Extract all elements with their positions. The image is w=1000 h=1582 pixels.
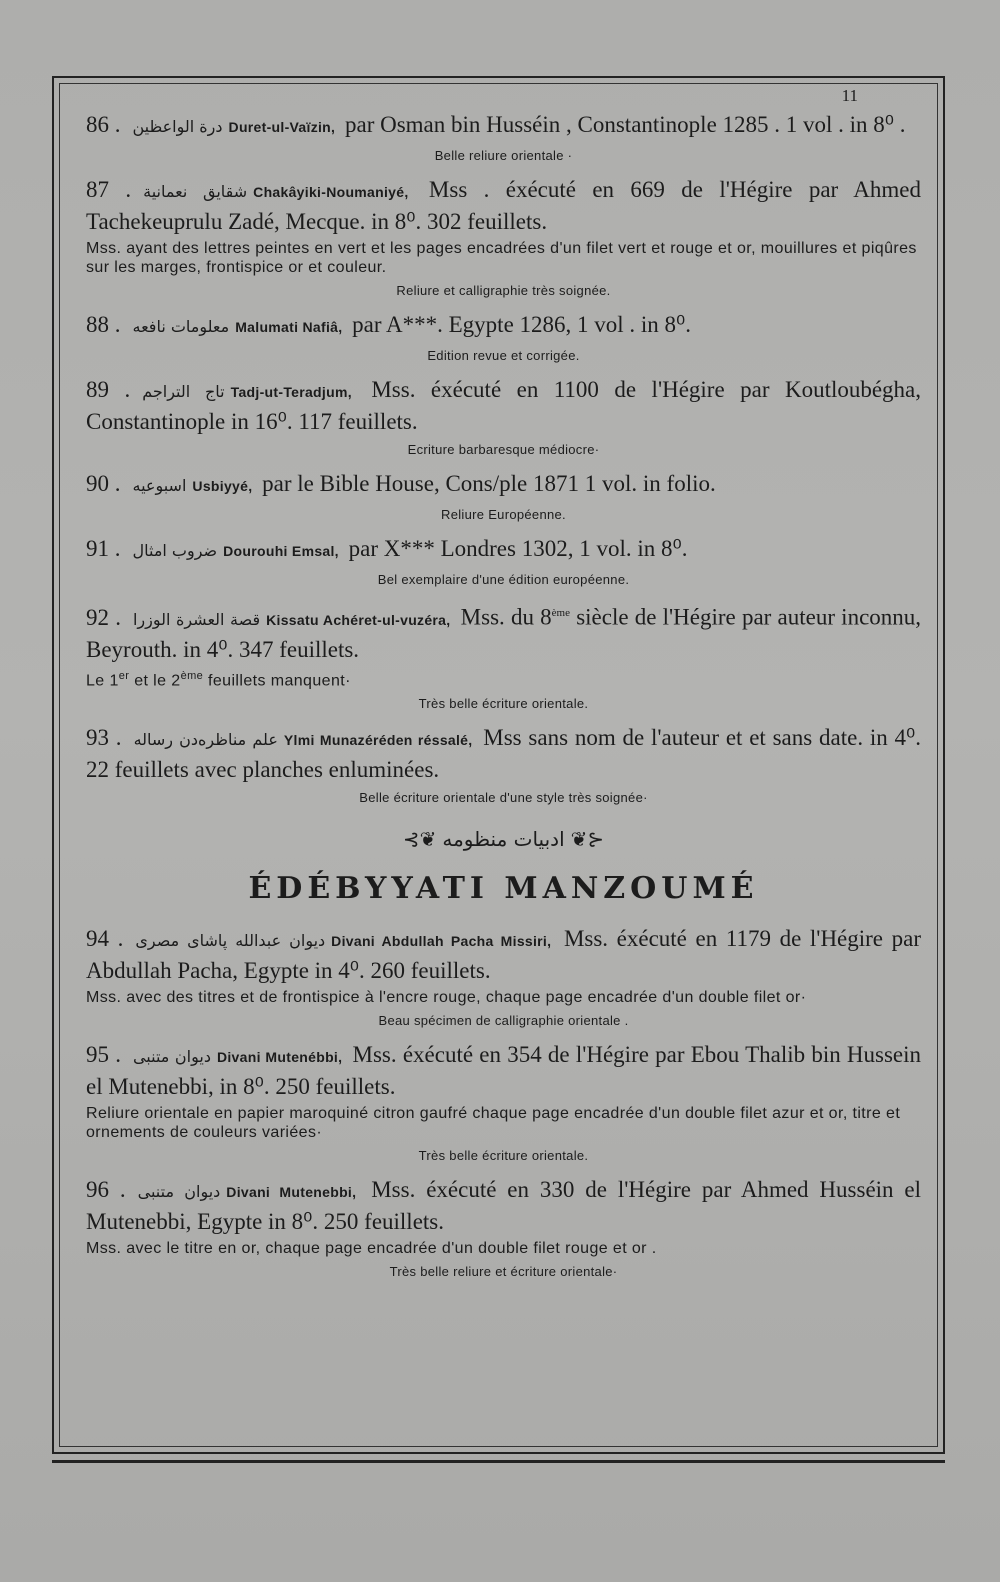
transliterated-title: Divani Abdullah Pacha Missiri, [331,932,552,949]
entry-text [86,375,921,436]
entry-text [86,1040,921,1101]
entry-text [86,110,921,142]
entry-93-text [86,723,921,784]
entry-note: Ecriture barbaresque médiocre· [407,442,600,457]
entry-text [86,924,921,985]
entry-body: par Osman bin Husséin , Constantinople 1285 . 1 vol . in 8⁰ . [344,112,906,137]
entry-number: 86 . [86,112,121,137]
entry-note: Belle reliure orientale · [434,148,573,163]
arabic-title: ديوان متنبى [132,1046,211,1066]
arabic-title: تاج التراجم [142,382,225,401]
catalog-entry [86,175,921,298]
entry-body: par A***. Egypte 1286, 1 vol . in 8⁰. [352,312,692,337]
entry-body: Mss sans nom de l'auteur et et sans date. in 4⁰. 22 feuillets avec planches enluminées. [86,724,922,782]
desc-part: Le 1 [86,671,119,689]
page-number: 11 [841,86,858,105]
entry-description: Mss. avec des titres et de frontispice à l'encre rouge, chaque page encadrée d'un double filet or· [86,988,807,1006]
catalog-entry-93 [86,723,921,805]
transliterated-title: Dourouhi Emsal, [223,543,339,559]
entry-text [86,175,921,236]
entry-text [86,469,921,501]
entries-group-a [86,110,921,587]
desc-part: et le 2 [129,671,181,689]
section-arabic-text: ادبيات منظومه [442,826,565,851]
entries-group-b [86,924,921,1279]
entry-number: 93 . [86,724,122,750]
transliterated-title: Malumati Nafiâ, [235,319,343,335]
transliterated-title: Tadj-ut-Teradjum, [230,384,352,400]
entry-92-note: Très belle écriture orientale. [418,695,589,711]
entry-note: Très belle écriture orientale. [418,1147,589,1163]
transliterated-title: Usbiyyé, [192,478,253,494]
catalog-entry [86,1040,921,1163]
entry-body: Mss. éxécuté en 1100 de l'Hégire par Koutloubégha, Constantinople in 16⁰. 117 feuillets. [86,377,922,434]
arabic-title: قصة العشرة الوزرا [132,609,261,629]
transliterated-title: Duret-ul-Vaïzin, [228,119,336,135]
bottom-rule [52,1460,945,1463]
entry-number: 88 . [86,312,121,337]
transliterated-title: Divani Mutenebbi, [226,1183,357,1200]
entry-description: Mss. ayant des lettres peintes en vert et les pages encadrées d'un filet vert et rouge et or, mouillures et piqûres sur les marges, frontispice or et couleur. [86,240,917,276]
entry-note: Reliure Européenne. [441,507,566,522]
entry-number: 91 . [86,536,121,561]
entry-note: Edition revue et corrigée. [427,348,580,363]
entry-body-end: siècle de l'Hégire par auteur inconnu, Beyrouth. in 4⁰. 347 feuillets. [86,604,922,662]
arabic-title: معلومات نافعه [132,317,230,336]
arabic-title: درة الواعظين [132,117,223,136]
entry-body: Mss. éxécuté en 354 de l'Hégire par Ebou Thalib bin Hussein el Mutenebbi, in 8⁰. 250 feuillets. [86,1041,922,1099]
entry-text [86,534,921,566]
entry-number: 95 . [86,1041,121,1067]
catalog-entry [86,375,921,457]
superscript: ème [180,669,204,682]
entry-note: Bel exemplaire d'une édition européenne. [377,572,630,587]
catalog-entry [86,924,921,1028]
entry-number: 89 . [86,377,131,402]
catalog-entry-92 [86,599,921,711]
entry-note: Beau spécimen de calligraphie orientale . [378,1012,629,1028]
entry-note: Très belle reliure et écriture orientale· [389,1263,618,1279]
entry-number: 94 . [86,925,124,951]
section-title: ÉDÉBYYATI MANZOUMÉ [248,870,759,906]
arabic-title: شقايق نعمانية [143,182,248,201]
entry-92-text [86,599,921,664]
transliterated-title: Chakâyiki-Noumaniyé, [253,184,409,200]
entry-body: Mss . éxécuté en 669 de l'Hégire par Ahmed Tachekeuprulu Zadé, Mecque. in 8⁰. 302 feuillets. [86,177,922,234]
transliterated-title: Kissatu Achéret-ul-vuzéra, [266,611,451,628]
entry-body: par X*** Londres 1302, 1 vol. in 8⁰. [348,536,688,561]
entry-text [86,310,921,342]
entry-number: 90 . [86,471,121,496]
catalog-entry [86,110,921,163]
entry-92-description [86,667,921,690]
arabic-title: ضروب امثال [132,541,218,560]
entry-description: Mss. avec le titre en or, chaque page encadrée d'un double filet rouge et or . [86,1239,657,1257]
entry-number: 87 . [86,177,132,202]
transliterated-title: Ylmi Munazéréden réssalé, [283,731,473,748]
page-content [86,86,921,1291]
catalog-entry [86,469,921,522]
entry-number: 96 . [86,1176,126,1202]
arabic-title: علم مناظرەدن رساله [133,729,278,749]
entry-note: Reliure et calligraphie très soignée. [396,283,611,298]
entry-description: Reliure orientale en papier maroquiné citron gaufré chaque page encadrée d'un double filet azur et or, titre et ornements de couleurs variées· [86,1104,901,1141]
ornament-right-icon: ❦⊱ [570,826,605,851]
catalog-entry [86,310,921,363]
entry-body-start: Mss. du 8 [460,604,552,630]
catalog-entry [86,534,921,587]
arabic-title: ديوان عبدالله پاشاى مصرى [135,930,326,950]
superscript: er [118,669,130,682]
section-heading-arabic [86,827,921,851]
entry-93-note: Belle écriture orientale d'une style très soignée· [359,789,648,805]
desc-part: feuillets manquent· [203,671,351,689]
ornament-left-icon: ⊰❦ [402,826,437,851]
entry-body: Mss. éxécuté en 330 de l'Hégire par Ahmed Husséin el Mutenebbi, Egypte in 8⁰. 250 feuillets. [86,1176,922,1234]
superscript: ème [551,607,570,619]
entry-number: 92 . [86,604,121,630]
arabic-title: ديوان متنبى [137,1181,221,1201]
arabic-title: اسبوعيه [132,476,187,495]
catalog-entry [86,1175,921,1279]
transliterated-title: Divani Mutenébbi, [216,1048,343,1065]
entry-body: par le Bible House, Cons/ple 1871 1 vol. in folio. [262,471,716,496]
entry-text [86,1175,921,1236]
entry-body: Mss. éxécuté en 1179 de l'Hégire par Abdullah Pacha, Egypte in 4⁰. 260 feuillets. [86,925,922,983]
